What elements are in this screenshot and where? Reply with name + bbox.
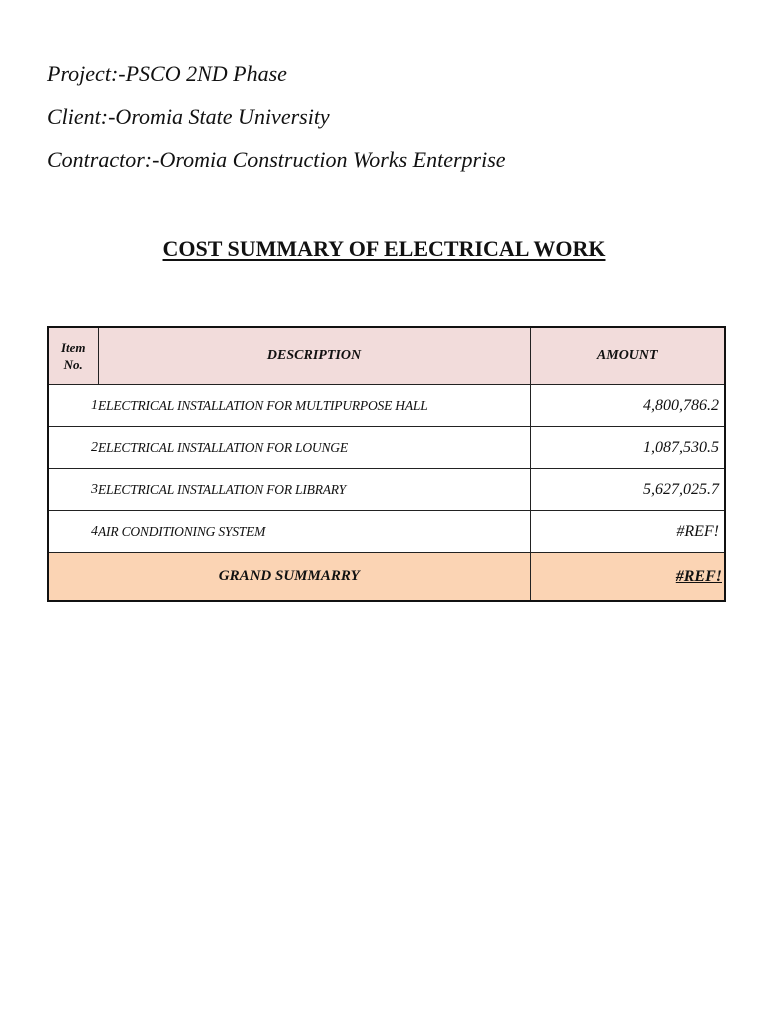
table-row [48,511,725,553]
item-description: ELECTRICAL INSTALLATION FOR LOUNGE [98,427,530,469]
item-number: 2 [48,427,98,469]
item-number: 4 [48,511,98,553]
table-row [48,427,725,469]
grand-total-label: GRAND SUMMARRY [48,553,530,602]
item-number: 1 [48,385,98,427]
item-description: AIR CONDITIONING SYSTEM [98,511,530,553]
item-amount: #REF! [530,511,725,553]
item-amount: 5,627,025.7 [530,469,725,511]
item-number: 3 [48,469,98,511]
document-title: COST SUMMARY OF ELECTRICAL WORK [162,236,606,261]
item-description: ELECTRICAL INSTALLATION FOR MULTIPURPOSE HALL [98,385,530,427]
table-row [48,469,725,511]
item-amount: 1,087,530.5 [530,427,725,469]
cost-summary-table [47,326,726,602]
client-line: Client:-Oromia State University [47,104,330,129]
column-header-item-no: Item No. [48,327,98,385]
grand-total-amount: #REF! [530,553,725,602]
column-header-description: DESCRIPTION [98,327,530,385]
table-row [48,385,725,427]
contractor-line: Contractor:-Oromia Construction Works Enterprise [47,147,506,172]
item-description: ELECTRICAL INSTALLATION FOR LIBRARY [98,469,530,511]
grand-total-row [48,553,725,602]
project-line: Project:-PSCO 2ND Phase [47,61,287,86]
table-header-row [48,327,725,385]
column-header-amount: AMOUNT [530,327,725,385]
item-amount: 4,800,786.2 [530,385,725,427]
